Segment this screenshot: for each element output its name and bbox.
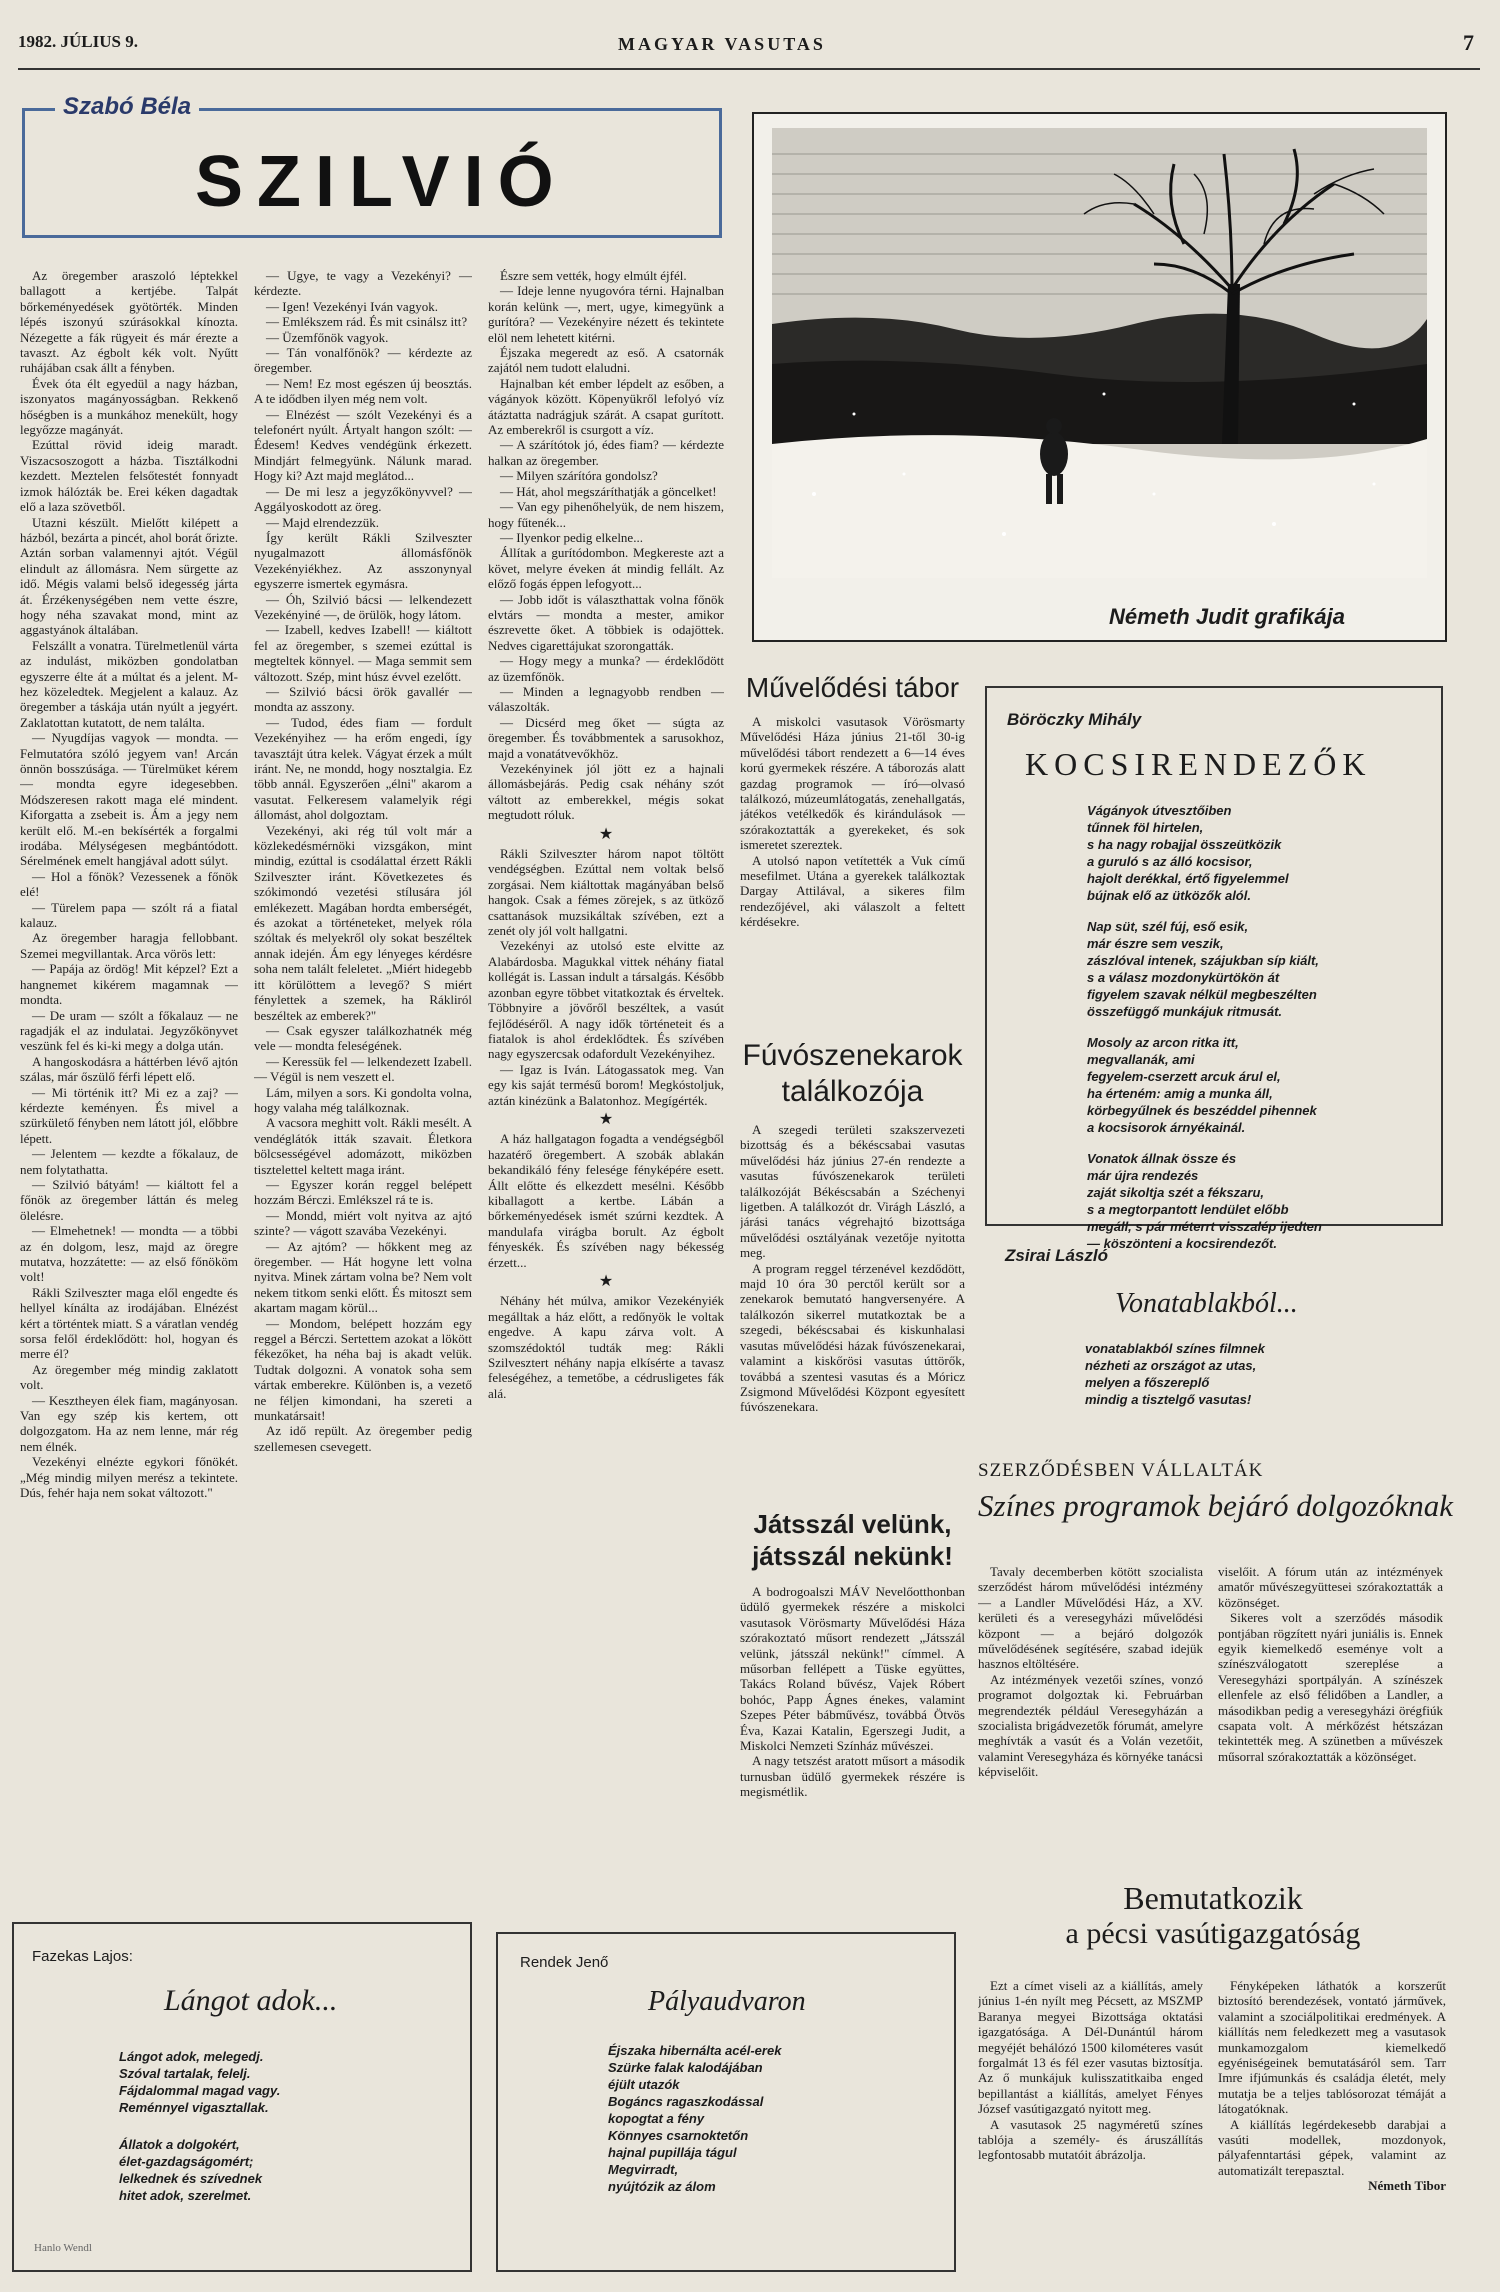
poem-line: s a válasz mozdonykürtökön át <box>1087 970 1280 985</box>
story-paragraph: — Ideje lenne nyugovóra térni. Hajnalban korán kelünk —, mert, ugye, kimegyünk a gurítóra? — Vezekényire nézett és tekintete elöl nem lehetett kitérni. <box>488 283 724 345</box>
story-paragraph: — Tán vonalfőnök? — kérdezte az öregember. <box>254 345 472 376</box>
szerzodes-column-2 <box>1218 1564 1443 1764</box>
poem-line: s a megtorpantott lendület előbb <box>1087 1202 1289 1217</box>
poem-line: kopogtat a fény <box>608 2111 705 2126</box>
article-paragraph: A szegedi területi szakszervezeti bizottság és a békéscsabai vasutas művelődési ház június 27-én rendezte a vasutas fúvószenekarok területi találkozóját Békéscsabán a Széchenyi ligetben. A találkozót dr. Virágh László, a járási tanács végrehajtó bizottsága művelődési osztályának vezetője nyitotta meg. <box>740 1122 965 1261</box>
langot-stanza-2 <box>119 2136 419 2204</box>
story-paragraph: Utazni készült. Mielőtt kilépett a házból, bezárta a pincét, ahol borát őrizte. Aztán sorban valamennyi ajtót. Végül elindult az állomásra. Nem sürgette az idő. Mégis valami belső idegesség járta át. Érzékenységében nem vette észre, hogy néha szavakat mond, mint az aggastyánok általában. <box>20 514 238 638</box>
poem-line: Vágányok útvesztőiben <box>1087 803 1232 818</box>
story-title-box <box>22 93 722 238</box>
page-header <box>18 30 1480 70</box>
story-paragraph: — Majd elrendezzük. <box>266 514 379 530</box>
story-paragraph: — Az ajtóm? — hőkkent meg az öregember. — Hát hogyne lett volna nyitva. Minek zártam volna be? Nem volt nekem titkom senki előtt. És mitoszt sem akartam magam körül... <box>254 1238 472 1316</box>
story-paragraph: — Ugye, te vagy a Vezekényi? — kérdezte. <box>254 268 472 299</box>
poem-line: lelkednek és szívednek <box>119 2171 263 2186</box>
story-title: SZILVIÓ <box>195 142 568 222</box>
langot-stanza-1 <box>119 2048 419 2116</box>
story-paragraph: A vacsora meghitt volt. Rákli mesélt. A vendéglátók itták szavait. Életkora bölcsességével adomázott, miközben tisztelettel keltett maga iránt. <box>254 1115 472 1177</box>
story-paragraph: A ház hallgatagon fogadta a vendégségből hazatérő öregembert. A szobák ablakán bekandikáló fény felesége fényképére esett. Állt előtte és elkezdett mesélni. Később kiballagott a kertbe. Lábán a bőrkeményedések ismét szúrni kezdtek. A mandulafa virágba borult. Az égbolt fényeskék. És szívében nagy békesség érzett... <box>488 1131 724 1270</box>
poem-line: Vonatok állnak össze és <box>1087 1151 1237 1166</box>
story-paragraph: — Elnézést — szólt Vezekényi és a telefonért nyúlt. Ártyalt hangon szólt: — Édesem! Kedves vendégünk érkezett. Mindjárt felmegyünk. Nálunk marad. Hogy ki? Azt majd meglátod... <box>254 406 472 484</box>
szerzodes-kicker: SZERZŐDÉSBEN VÁLLALTÁK <box>978 1460 1264 1481</box>
story-paragraph: — Mi történik itt? Mi ez a zaj? — kérdezte keményen. És mivel a szürkülető fényben nem látott jól, előbbre lépett. <box>20 1084 238 1146</box>
poem-line: Reménnyel vigasztallak. <box>119 2100 269 2115</box>
page-number: 7 <box>1463 30 1474 55</box>
poem-line: Állatok a dolgokért, <box>119 2137 240 2152</box>
jatsszal-body <box>740 1584 965 1800</box>
poem-line: zaját sikoltja szét a fékszaru, <box>1087 1185 1265 1200</box>
poem-line: hitet adok, szerelmet. <box>119 2188 252 2203</box>
story-paragraph: Észre sem vették, hogy elmúlt éjfél. <box>500 268 687 283</box>
winter-tree-illustration <box>754 114 1445 592</box>
story-paragraph: Így került Rákli Szilveszter nyugalmazott állomásfőnök Vezekényiékhez. Az asszonynyal egyszerre ismertek egymásra. <box>254 529 472 592</box>
kocsirendezok-poem-box <box>985 686 1443 1251</box>
poem-line: ha érteném: amig a munka áll, <box>1087 1086 1273 1101</box>
poem-line: körbegyűlnek és beszéddel pihennek <box>1087 1103 1317 1118</box>
poem-line: a kocsisorok árnyékainál. <box>1087 1120 1246 1135</box>
illustration-frame <box>752 112 1447 642</box>
palyaudvaron-title: Pályaudvaron <box>648 1986 806 2017</box>
poem-line: — köszönteni a kocsirendezőt. <box>1087 1236 1277 1251</box>
issue-date: 1982. JÚLIUS 9. <box>18 32 138 51</box>
poem-line: zászlóval intenek, szájukban síp kiált, <box>1087 953 1319 968</box>
bemutatkozik-signature: Németh Tibor <box>1368 2178 1446 2194</box>
fuvoszenekar-title-1: Fúvószenekarok <box>742 1039 963 1072</box>
story-paragraph: — Minden a legnagyobb rendben — válaszolták. <box>488 683 724 715</box>
story-paragraph: — Egyszer korán reggel belépett hozzám Bérczi. Emlékszel rá te is. <box>254 1176 472 1208</box>
story-paragraph: — Igaz is Iván. Látogassatok meg. Van egy kis saját termésű borom! Megkóstoljuk, aztán kinézünk a Balatonhoz. Megígérték. <box>488 1061 724 1108</box>
poem-line: a guruló s az álló kocsisor, <box>1087 854 1253 869</box>
illustration-caption: Németh Judit grafikája <box>1109 604 1345 629</box>
poem-line: hajolt derékkal, értő figyelemmel <box>1087 871 1289 886</box>
poem-line: Fájdalommal magad vagy. <box>119 2083 281 2098</box>
fuvoszenekar-title-2: találkozója <box>781 1075 924 1108</box>
vonatablak-poem <box>985 1240 1443 1440</box>
poem-line: nyújtózik az álom <box>608 2179 716 2194</box>
story-paragraph: Vezekényi elnézte egykori főnökét. „Még mindig milyen merész a tekintete. Dús, fehér haja nem sokat változott." <box>20 1454 238 1501</box>
poem-line: nézheti az országot az utas, <box>1085 1358 1257 1373</box>
fuvoszenekar-article <box>740 1038 965 1415</box>
section-star-separator: ★ <box>598 1110 614 1128</box>
story-paragraph: — Óh, Szilvió bácsi — lelkendezett Vezekényiné —, de örülök, hogy látom. <box>254 591 472 622</box>
poem-line: Megvirradt, <box>608 2162 679 2177</box>
szerzodes-title: Színes programok bejáró dolgozóknak <box>978 1488 1454 1523</box>
bemutatkozik-title-2: a pécsi vasútigazgatóság <box>1065 1917 1361 1950</box>
vonatablak-lines <box>1085 1340 1425 1408</box>
poem-line: Lángot adok, melegedj. <box>119 2049 264 2064</box>
story-paragraph: Évek óta élt egyedül a nagy házban, iszonyatos magányosságban. Rekkenő hőségben is a munkához menekült, hogy legyőzze magányát. <box>20 375 238 438</box>
story-paragraph: Az öregember még mindig zaklatott volt. <box>20 1361 238 1393</box>
story-paragraph: Az öregember araszoló léptekkel ballagott a kertjébe. Talpát bőrkeményedések gyötörték. Minden lépés iszonyú szúrásokkal kínozta. Nézegette a fák rügyeit és már érezte a tavaszt. Az égbolt kék volt. Nyűtt ruhájában csak állt a fényben. <box>20 268 238 376</box>
story-paragraph: — Igen! Vezekényi Iván vagyok. <box>266 298 438 314</box>
palyaudvaron-poem-box <box>496 1932 956 2272</box>
poem-line: már újra rendezés <box>1087 1168 1199 1183</box>
story-paragraph: — De mi lesz a jegyzőkönyvvel? — Aggályoskodott az öreg. <box>254 483 472 515</box>
kocsirendezok-author: Böröczky Mihály <box>1007 710 1142 729</box>
poem-line: tűnnek föl hirtelen, <box>1087 820 1204 835</box>
story-paragraph: Állítak a gurítódombon. Megkereste azt a követ, melyre éveken át mindig fellált. Az előző fogás éppen lefogyott... <box>488 545 724 592</box>
poem-line: éjült utazók <box>608 2077 680 2092</box>
story-paragraph: — Szilvió bátyám! — kiáltott fel a főnök az öregember láttán és meleg ölelésre. <box>20 1176 238 1223</box>
jatsszal-title-1: Játsszál velünk, <box>753 1509 952 1539</box>
story-column-3 <box>488 268 724 1888</box>
story-paragraph: Lám, milyen a sors. Ki gondolta volna, hogy valaha még találkoznak. <box>254 1084 472 1115</box>
vonatablak-author: Zsirai László <box>1005 1246 1108 1265</box>
story-paragraph: — Hogy megy a munka? — érdeklődött az üzemfőnök. <box>488 653 724 684</box>
article-paragraph: A bodrogoalszi MÁV Nevelőotthonban üdülő gyermekek részére a miskolci vasutasok Vörösmarty Művelődési Háza szórakoztató műsort rendezett „Játsszál velünk, játsszál nekünk!" címmel. A műsorban fellépett a Tüske együttes, Takács Roland bűvész, Vajek Róbert bohóc, Papp Ágnes énekes, valamint Szepes Péter bábművész, továbbá Ötvös Éva, Kazai Katalin, Egerszegi Judit, a Miskolci Nemzeti Színház művészei. <box>740 1584 965 1754</box>
palyaudvaron-lines <box>608 2042 928 2195</box>
langot-title: Lángot adok... <box>164 1984 338 2017</box>
story-paragraph: Ezúttal rövid ideig maradt. Viszacsoszogott a házba. Tisztálkodni kezdett. Meztelen felsőtestét fonnyadt izmok hálózták be. Erei kéken dagadtak elő a laza szövetből. <box>20 437 238 515</box>
muvelodesi-body <box>740 714 965 930</box>
jatsszal-title-2: játsszál nekünk! <box>752 1541 953 1571</box>
article-paragraph: A utolsó napon vetítették a Vuk című mesefilmet. Utána a gyerekek találkoztak Dargay Attilával, a sikeres film rendezőjével, aki válaszolt a feltett kérdésekre. <box>740 852 965 930</box>
poem-line: s ha nagy robajjal összeütközik <box>1087 837 1282 852</box>
muvelodesi-title: Művelődési tábor <box>745 672 960 703</box>
szerzodes-article <box>978 1460 1454 1780</box>
poem-line: megvallanák, ami <box>1087 1052 1195 1067</box>
poem-line: melyen a főszereplő <box>1085 1375 1210 1390</box>
story-paragraph: Vezekényi, aki rég túl volt már a közlekedésmérnöki vizsgákon, mint mindig, ezúttal is csodálattal érzett Rákli Szilveszter iránt. Következetes és szókimondó vezetési stílusára jól emlékezett. Magában hordta emberségét, és azokat a történeteket, melyek róla szóltak és melyekről oly sokat beszéltek annak idején. Ám egy lényeges kérdésre soha nem talált feleletet. „Miért hidegebb itt körülöttem a levegő? S miért fénylettek a szemek, ha Rákliról beszéltek az emberek?" <box>254 822 472 1023</box>
story-paragraph: — Emlékszem rád. És mit csinálsz itt? <box>266 314 468 330</box>
story-paragraph: Az öregember haragja fellobbant. Szemei megvillantak. Arca vörös lett: <box>20 930 238 961</box>
poem-line: figyelem szavak nélkül megbeszélten <box>1087 987 1317 1002</box>
kocsirendezok-stanzas <box>1087 802 1437 1266</box>
story-paragraph: — Mondd, miért volt nyitva az ajtó szinte? — vágott szavába Vezekényi. <box>254 1207 472 1239</box>
story-paragraph: — Izabell, kedves Izabell! — kiáltott fel az öregember, s szemei ezúttal is megteltek könnyel. — Maga semmit sem változott. Szép, mint húsz évvel ezelőtt. <box>254 622 472 684</box>
vonatablak-title: Vonatablakból... <box>1115 1288 1298 1319</box>
story-paragraph: — Ilyenkor pedig elkelne... <box>500 529 643 545</box>
poem-line: Éjszaka hibernálta acél-erek <box>608 2043 782 2058</box>
story-paragraph: — Csak egyszer találkozhatnék még vele — mondta feleségének. <box>254 1022 472 1054</box>
story-paragraph: Rákli Szilveszter maga elől engedte és hellyel kínálta az irodájában. Elnézést kért a történtek miatt. S a váratlan vendég sorsa felől érdeklődött: hol, hogyan és merre él? <box>20 1284 238 1362</box>
bemutatkozik-p3: Fényképeken láthatók a korszerűt biztosító berendezések, vontató járművek, valamint a szociálpolitikai eredmények. A kiállítás nem feledkezett meg a vasutasok munkamozgalom kiemelkedő egyéniségeinek bemutatásáról sem. Tarr Imre ifjúmunkás és családja életét, mely mutatja be a teljes tablósorozat témáját a látogatóknak. <box>1218 1978 1446 2117</box>
story-paragraph: — De uram — szólt a főkalauz — ne ragadják el az indulatai. Jegyzőkönyvet veszünk fel és ki-ki megy a dolga után. <box>20 1007 238 1054</box>
szerzodes-p2: Az intézmények vezetői színes, vonzó programot dolgoztak ki. Februárban megrendezték például Veresegyházán a szocialista brigádvezetők fórumát, amelyre meghívták a vasút és a Volán vezetőit, valamint Veresegyháza és környéke tanácsi képviselőit. <box>978 1671 1203 1780</box>
szerzodes-p3: viselőit. A fórum után az intézmények amatőr művészegyüttesei szórakoztatták a közönséget. <box>1218 1564 1443 1610</box>
section-star-separator: ★ <box>598 1273 614 1290</box>
story-column-1 <box>20 268 238 1888</box>
story-paragraph: Néhány hét múlva, amikor Vezekényiék megálltak a ház előtt, a redőnyök le voltak engedve. A kapu zárva volt. A szomszédoktól tudták meg: Rákli Szilvesztert néhány napja elkísérte a tavasz feleségéhez, a temetőbe, a cédrusligetes fák alá. <box>488 1293 724 1401</box>
story-paragraph: Hajnalban két ember lépdelt az esőben, a vágányok között. Köpenyükről lefolyó víz átáztatta nadrágjuk szárát. A csapat gurított. Az emberekről is csurgott a víz. <box>488 375 724 438</box>
story-paragraph: — Mondom, belépett hozzám egy reggel a Bérczi. Sertettem azokat a lökött fékezőket, ha néha baj is akadt velük. Tudtak dolgozni. A vonatok soha sem vártak emberekre. Különben is, a vezető ne féljen kimondani, ha szereti a munkatársait! <box>254 1315 472 1424</box>
story-paragraph: A hangoskodásra a háttérben lévő ajtón szálas, már őszülő férfi lépett elő. <box>20 1053 238 1085</box>
story-paragraph: — Kesztheyen élek fiam, magányosan. Van egy szép kis kertem, ott dolgozgatom. Ha az nem lenne, már rég nem élnék. <box>20 1392 238 1454</box>
story-paragraph: Felszállt a vonatra. Türelmetlenül várta az indulást, miközben gondolatban egyszerre élte át a múltat és a jelent. M-hez közeledtek. Megjelent a kalauz. Az öregember a táskája után nyúlt a jegyért. Zaklatottan kutatott, de nem találta. <box>20 637 238 730</box>
article-paragraph: A nagy tetszést aratott műsort a második turnusban üdülő gyermekek részére is megismétlik. <box>740 1753 965 1800</box>
palyaudvaron-author: Rendek Jenő <box>520 1954 609 1971</box>
szerzodes-column-1 <box>978 1564 1203 1780</box>
story-paragraph: — Nem! Ez most egészen új beosztás. A te idődben ilyen még nem volt. <box>254 375 472 407</box>
bemutatkozik-p4: A kiállítás legérdekesebb darabjai a vasúti modellek, mozdonyok, pályafenntartási gépek, valamint az automatizált terepasztal. <box>1218 2116 1446 2178</box>
story-paragraph: — Elmehetnek! — mondta — a többi az én dolgom, lesz, majd az öregre mutatva, hozzátette: — az első főnököm volt! <box>20 1223 238 1285</box>
story-paragraph: — A szárítótok jó, édes fiam? — kérdezte halkan az öregember. <box>488 437 724 468</box>
story-column-2 <box>254 268 472 1888</box>
poem-line: hajnal pupillája tágul <box>608 2145 737 2160</box>
bemutatkozik-column-2 <box>1218 1978 1446 2278</box>
bemutatkozik-article <box>978 1880 1448 2194</box>
story-paragraph: — Dicsérd meg őket — súgta az öregember. És továbbmentek a sarusokhoz, majd a vonatátvevőkhöz. <box>488 714 724 761</box>
poem-line: bújnak elő az ütközők alól. <box>1087 888 1251 903</box>
jatsszal-article <box>740 1508 965 1800</box>
poem-line: vonatablakból színes filmnek <box>1085 1341 1265 1356</box>
bemutatkozik-column-1 <box>978 1978 1203 2278</box>
story-paragraph: — Hol a főnök? Vezessenek a főnök elé! <box>20 868 238 900</box>
newspaper-name: MAGYAR VASUTAS <box>618 34 826 54</box>
story-author: Szabó Béla <box>55 93 199 121</box>
story-paragraph: Rákli Szilveszter három napot töltött vendégségben. Ezúttal nem voltak belső zorgásai. Nem kiáltottak magányában belső hangok. Csak a fémes zörejek, s az ütköző csattanások muzsikáltak szívében, ezt a zenét oly jól volt hallgatni. <box>488 846 724 939</box>
poem-line: Bogáncs ragaszkodással <box>608 2094 764 2109</box>
poem-line: mindig a tisztelgő vasutas! <box>1085 1392 1252 1407</box>
poem-line: Szóval tartalak, felelj. <box>119 2066 251 2081</box>
story-paragraph: — Keressük fel — lelkendezett Izabell. — Végül is nem veszett el. <box>254 1053 472 1085</box>
langot-poem-box <box>12 1922 472 2272</box>
fuvoszenekar-body <box>740 1122 965 1415</box>
story-paragraph: — Türelem papa — szólt rá a fiatal kalauz. <box>20 899 238 931</box>
story-paragraph: — Milyen szárítóra gondolsz? <box>500 468 658 484</box>
story-paragraph: — Jelentem — kezdte a főkalauz, de nem folytathatta. <box>20 1146 238 1177</box>
poem-line: Nap süt, szél fúj, eső esik, <box>1087 919 1249 934</box>
szerzodes-p1: Tavaly decemberben kötött szocialista szerződést három művelődési intézmény — a Landler Művelődési Ház, a XV. kerületi és a veresegyházi művelődési központ — a bejáró dolgozók művelődésének segítésére, szabad idejük hasznos eltöltésére. <box>978 1564 1203 1672</box>
article-paragraph: A miskolci vasutasok Vörösmarty Művelődési Háza június 21-től 30-ig művelődési tábort rendezett a 6—14 éves korú gyermekek részére. A táborozás alatt gazdag programok — író—olvasó találkozó, múzeumlátogatás, zenehallgatás, játékos vetélkedők és kirándulások — szórakoztatták a gyerekeket, és sok ismeretet szereztek. <box>740 714 965 853</box>
article-paragraph: A program reggel térzenével kezdődött, majd 10 óra 30 perctől került sor a zenekarok bemutató hangversenyére. A találkozón sikerrel mutatkoztak be a szegedi, békéscsabai és kiskunhalasi vasutas művelődési házak fúvószenekarai, valamint a kiskőrösi vasutas úttörők, továbbá a szentesi vasutas és a Móricz Zsigmond Művelődési Központ egyesített fúvószenekara. <box>740 1260 965 1415</box>
kocsirendezok-title: KOCSIRENDEZŐK <box>1025 746 1372 782</box>
poem-line: összefüggő munkájuk ritmusát. <box>1087 1004 1283 1019</box>
story-paragraph: Éjszaka megeredt az eső. A csatornák zajától nem tudott elaludni. <box>488 345 724 376</box>
story-paragraph: Vezekényi az utolsó este elvitte az Alabárdosba. Magukkal vittek néhány fiatal kollégát is. Lassan indult a társalgás. Később azonban egyre többet vitatkoztak és érveltek. Többnyire a jövőről beszéltek, a vasút fejlődéséről. A nagy idők történeteit és a fiatalok is ahol érdeklődtek. És szívében nagy egyszercsak odafordult Vezekényihez. <box>488 938 724 1062</box>
poem-line: Könnyes csarnoktetőn <box>608 2128 749 2143</box>
poem-line: fegyelem-cserzett arcuk árul el, <box>1087 1069 1281 1084</box>
story-paragraph: — Jobb időt is választhattak volna főnök elvtárs — mondta a mester, amikor észrevette őket. A többiek is odajöttek. Nedves cigarettájukat szorongatták. <box>488 591 724 653</box>
muvelodesi-article <box>740 672 965 930</box>
langot-footer: Hanlo Wendl <box>34 2242 92 2254</box>
story-paragraph: — Van egy pihenőhelyük, de nem hiszem, hogy fűtenék... <box>488 499 724 530</box>
story-paragraph: — Tudod, édes fiam — fordult Vezekényihez — ha erőm engedi, így tavasztájt útra kelek. Vágyat érzek a múlt iránt. Ne, ne mondd, hogy nosztalgia. Ez több annál. Egyszerően „élni" akarom a vasutat. Felkeresem valamelyik régi állomást, ahol dolgoztam. <box>254 714 472 823</box>
langot-author: Fazekas Lajos: <box>32 1948 133 1965</box>
story-paragraph: — Szilvió bácsi örök gavallér — mondta az asszony. <box>254 683 472 715</box>
story-paragraph: — Papája az ördög! Mit képzel? Ezt a hangnemet kikérem magamnak — mondta. <box>20 961 238 1008</box>
poem-line: Mosoly az arcon ritka itt, <box>1087 1035 1239 1050</box>
poem-line: élet-gazdagságomért; <box>119 2154 254 2169</box>
poem-line: megáll, s pár méterrt visszalép ijedten <box>1087 1219 1322 1234</box>
bemutatkozik-p2: A vasutasok 25 nagyméretű színes tablója a személy- és áruszállítás legfontosabb mutatóit ábrázolja. <box>978 2116 1203 2163</box>
story-paragraph: Vezekényinek jól jött ez a hajnali állomásbejárás. Pedig csak néhány szót váltott az emberekkel, mégis sokat megtudott róluk. <box>488 761 724 823</box>
story-paragraph: — Üzemfőnök vagyok. <box>266 329 389 345</box>
bemutatkozik-p1: Ezt a címet viseli az a kiállítás, amely június 1-én nyílt meg Pécsett, az MSZMP Baranya megyei Bizottsága oktatási igazgatósága. A Dél-Dunántúl három megyéjét behálózó 1500 kilométeres vasút forgalmát 13 és fél ezer vasutas biztosítja. Az ő munkájuk kulisszatitkaiba enged bepillantást a kiállítás, amelyet Fényes József vasútigazgató nyitott meg. <box>978 1978 1203 2117</box>
story-paragraph: — Hát, ahol megszáríthatják a göncelket! <box>500 483 717 499</box>
bemutatkozik-title-1: Bemutatkozik <box>1123 1880 1303 1916</box>
section-star-separator: ★ <box>598 825 614 843</box>
poem-line: Szürke falak kalodájában <box>608 2060 763 2075</box>
story-paragraph: — Nyugdíjas vagyok — mondta. — Felmutatóra szóló jegyem van! Arcán önnön bosszúsága. — Türelmüket kérem — mondta egyre idegesebben. Módszeresen rakott maga elé mindent. Kiforgatta a zsebeit is. Ám a jegy nem került elő. M.-en bekísérték a forgalmi irodába. Mélységesen megbántódott. Sérelmének emelt hangjával adott súlyt. <box>20 730 238 869</box>
szerzodes-p4: Sikeres volt a szerződés második pontjában rögzített nyári juniális is. Ennek egyik kiemelkedő eseménye volt a színészválogatott szereplése a Veresegyházi sportpályán. A színészek ellenfele az első félidőben a Landler, a másodikban pedig a veresegyházi örégfiúk csapata volt. A mérkőzést hétszázan tekintették meg. A szünetben a művészek műsorral szórakoztatták a közönséget. <box>1218 1610 1443 1764</box>
story-paragraph: Az idő repült. Az öregember pedig szellemesen csevegett. <box>254 1423 472 1454</box>
poem-line: már észre sem veszik, <box>1087 936 1224 951</box>
